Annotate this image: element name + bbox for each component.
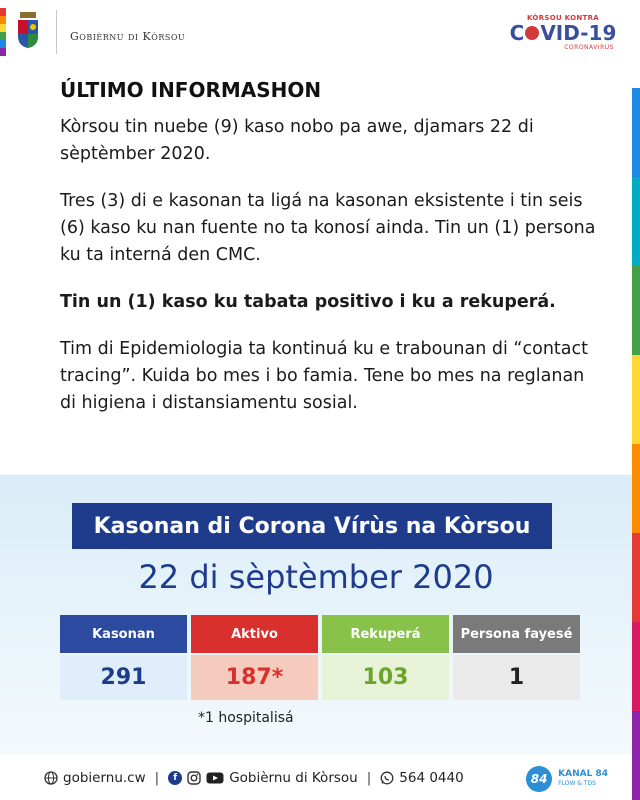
announcement-content xyxy=(60,78,600,437)
stats-table xyxy=(60,615,580,700)
globe-icon xyxy=(44,771,58,785)
stripe-segment xyxy=(632,533,640,622)
coat-of-arms-icon xyxy=(14,10,42,50)
kanal-84-sub: FLOW & TDS xyxy=(558,780,596,787)
social-account-name[interactable]: Gobièrnu di Kòrsou xyxy=(229,770,358,786)
stripe-segment xyxy=(632,88,640,177)
stripe-segment xyxy=(632,355,640,444)
covid-logo-main-text xyxy=(508,22,618,44)
kanal-84-logo xyxy=(526,766,608,792)
footer-separator: | xyxy=(366,770,372,786)
stripe-segment xyxy=(632,711,640,800)
stripe-segment xyxy=(632,266,640,355)
stripe-segment xyxy=(632,444,640,533)
right-color-stripe xyxy=(632,88,640,800)
announcement-paragraph: Tres (3) di e kasonan ta ligá na kasonan eksistente i tin seis (6) kaso ku nan fuente no ta konosí ainda. Tin un (1) persona ku ta interná den CMC. xyxy=(60,191,596,265)
stats-header-row xyxy=(60,615,580,653)
covid-logo-sub-text: CORONAVIRUS xyxy=(564,44,614,51)
value-cell-deceased: 1 xyxy=(453,655,580,700)
announcement-paragraph: Kòrsou tin nuebe (9) kaso nobo pa awe, djamars 22 di sèptèmber 2020. xyxy=(60,117,534,164)
covid-logo-top-text: KÒRSOU KONTRA xyxy=(527,14,599,22)
kanal-84-name: KANAL 84 xyxy=(558,769,608,779)
stripe-segment xyxy=(632,622,640,711)
value-cell-total: 291 xyxy=(60,655,187,700)
header-cell-recovered: Rekuperá xyxy=(322,615,449,653)
value-cell-active: 187* xyxy=(191,655,318,700)
stats-date: 22 di sèptèmber 2020 xyxy=(138,558,494,596)
website-link[interactable]: gobiernu.cw xyxy=(63,770,146,786)
hospitalized-footnote: *1 hospitalisá xyxy=(198,710,294,726)
covid-logo-main-left: C xyxy=(509,21,525,45)
header-divider xyxy=(56,10,57,54)
instagram-icon[interactable] xyxy=(187,771,201,785)
facebook-icon[interactable]: f xyxy=(168,771,182,785)
footer-contact-row xyxy=(44,770,464,786)
header-cell-deceased: Persona fayesé xyxy=(453,615,580,653)
covid-logo-main-right: VID-19 xyxy=(540,21,617,45)
header xyxy=(0,0,640,76)
kanal-84-badge: 84 xyxy=(526,766,552,792)
government-name: Gobièrnu di Kòrsou xyxy=(70,30,186,43)
stats-value-row xyxy=(60,653,580,700)
stripe-segment xyxy=(632,177,640,266)
header-cell-active: Aktivo xyxy=(191,615,318,653)
announcement-paragraph-bold: Tin un (1) kaso ku tabata positivo i ku a rekuperá. xyxy=(60,292,556,312)
phone-number[interactable]: 564 0440 xyxy=(399,770,464,786)
header-cell-total: Kasonan xyxy=(60,615,187,653)
kanal-84-text xyxy=(558,769,608,789)
stats-banner: Kasonan di Corona Vírùs na Kòrsou xyxy=(72,503,552,549)
announcement-paragraph: Tim di Epidemiologia ta kontinuá ku e trabounan di “contact tracing”. Kuida bo mes i bo famia. Tene bo mes na reglanan di higiena i distansiamentu sosial. xyxy=(60,339,588,413)
announcement-heading: ÚLTIMO INFORMASHON xyxy=(60,78,322,102)
footer xyxy=(0,764,632,800)
youtube-icon[interactable] xyxy=(206,771,224,785)
covid-logo xyxy=(508,14,618,60)
value-cell-recovered: 103 xyxy=(322,655,449,700)
whatsapp-icon[interactable] xyxy=(380,771,394,785)
footer-separator: | xyxy=(154,770,160,786)
virus-icon xyxy=(525,26,539,40)
